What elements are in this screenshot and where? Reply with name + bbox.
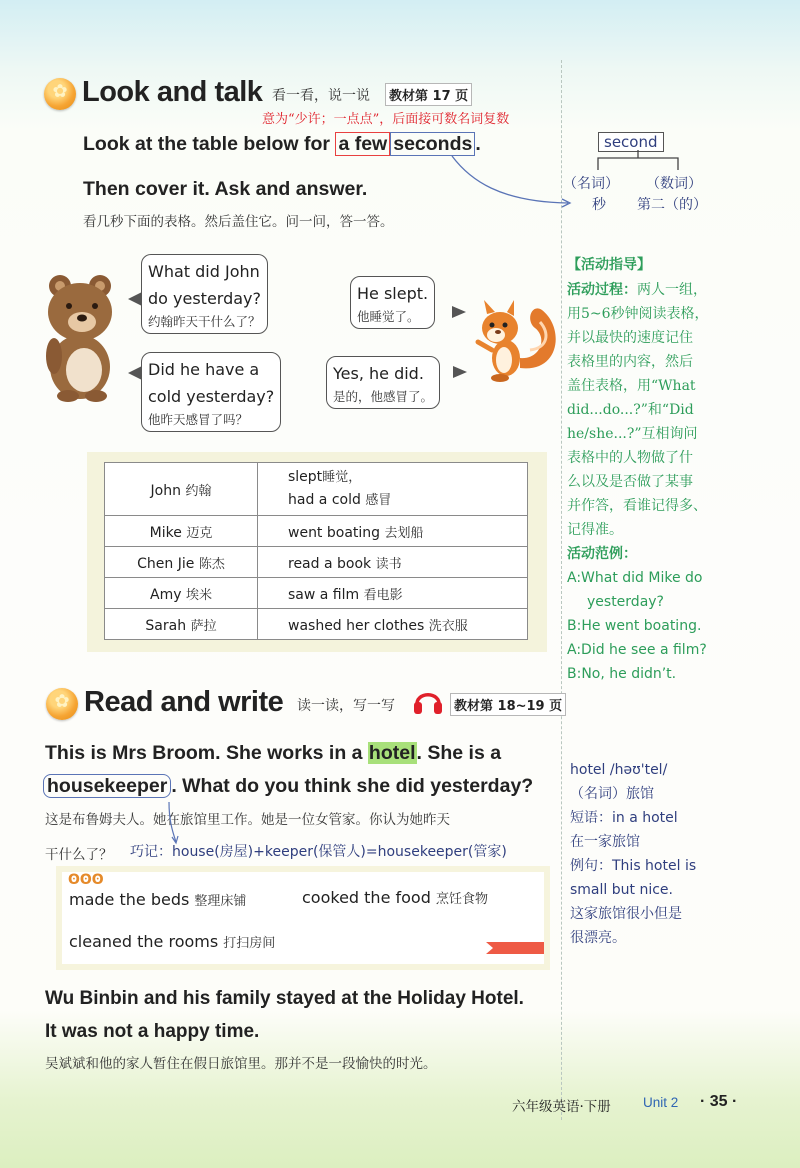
activity-guide-panel [567, 254, 793, 686]
table-cell-activity: saw a film 看电影 [258, 578, 528, 609]
footer-book-title: 六年级英语·下册 [512, 1099, 611, 1115]
table-row [105, 578, 528, 609]
speech-bubble-answer-2 [326, 356, 440, 409]
bubble-text-line: do yesterday? [148, 289, 262, 308]
bubble-text-line: Did he have a [148, 360, 260, 379]
bubble-text-cn: 他睡觉了。 [357, 309, 420, 324]
process-line: 表格中的人物做了什 [567, 450, 693, 466]
example-line: A:What did Mike do [567, 570, 703, 586]
process-line: 用5~6秒钟阅读表格， [567, 306, 709, 322]
example-line: B:He went boating. [567, 618, 702, 634]
example-line: yesterday? [587, 594, 664, 610]
bubble-text-line: Yes, he did. [333, 364, 424, 383]
bear-character-illustration [40, 272, 120, 402]
card-item-cleaned-rooms: cleaned the rooms 打扫房间 [69, 932, 276, 951]
process-line: 两人一组， [637, 282, 707, 298]
memory-tip: 巧记：house(房屋)+keeper(保管人)=housekeeper(管家) [130, 844, 507, 860]
example-line: B:No, he didn’t. [567, 666, 677, 682]
table-cell-name: John 约翰 [105, 463, 258, 516]
footer-page-number: · 35 · [700, 1093, 738, 1110]
word-box-second: second [598, 132, 664, 152]
activity-table [104, 462, 528, 640]
vocab-example: 例句：This hotel is [570, 858, 697, 874]
table-row [105, 609, 528, 640]
textbook-page-badge: 教材第 17 页 [385, 83, 472, 106]
card-rings-icon: ʘʘʘ [68, 872, 104, 888]
word-housekeeper-box: housekeeper [43, 774, 171, 798]
speech-bubble-answer-1 [350, 276, 435, 329]
process-line: 记得准。 [567, 522, 623, 538]
section-title-read-and-write: Read and write [84, 686, 284, 718]
activity-process-label: 活动过程： [567, 282, 637, 298]
word-pos-noun: （名词） [563, 176, 619, 192]
bubble-text-line: He slept. [357, 284, 429, 303]
paragraph-2-cn: 吴斌斌和他的家人暂住在假日旅馆里。那并不是一段愉快的时光。 [45, 1056, 437, 1072]
vocab-example-cn-2: 很漂亮。 [570, 930, 626, 946]
section-title-look-and-talk: Look and talk [82, 76, 263, 108]
paragraph-2-line-2: It was not a happy time. [45, 1021, 260, 1042]
bubble-tail [452, 306, 466, 318]
bubble-tail [128, 366, 142, 380]
word-meaning-second-time: 秒 [592, 197, 606, 213]
activity-guide-title: 【活动指导】 [567, 257, 651, 273]
process-line: he/she...?”互相询问 [567, 426, 698, 442]
annotation-note-a-few: 意为“少许；一点点”，后面接可数名词复数 [262, 112, 510, 127]
table-cell-name: Sarah 萨拉 [105, 609, 258, 640]
process-line: 并以最快的速度记住 [567, 330, 693, 346]
paragraph-1-cn-line-1: 这是布鲁姆夫人。她在旅馆里工作。她是一位女管家。你认为她昨天 [45, 812, 450, 828]
process-line: 表格里的内容，然后 [567, 354, 693, 370]
table-cell-activity: slept睡觉， had a cold 感冒 [258, 463, 528, 516]
footer-unit-label: Unit 2 [643, 1095, 679, 1110]
process-line: did...do...?”和“Did [567, 402, 694, 418]
paragraph-1-line-2: housekeeper . What do you think she did yesterday? [43, 775, 533, 798]
bubble-text-line: cold yesterday? [148, 387, 275, 406]
card-item-made-beds: made the beds 整理床铺 [69, 890, 247, 909]
sidebar-divider [561, 60, 562, 1120]
table-row [105, 547, 528, 578]
headphones-icon [412, 686, 444, 716]
paragraph-1-cn-line-2: 干什么了？ [45, 847, 113, 863]
instruction-line-2: Then cover it. Ask and answer. [83, 178, 368, 200]
speech-bubble-question-1 [141, 254, 268, 334]
vocab-phrase: 短语：in a hotel [570, 810, 678, 826]
process-line: 盖住表格，用“What [567, 378, 696, 394]
word-seconds: seconds [390, 132, 475, 156]
table-cell-name: Amy 埃米 [105, 578, 258, 609]
activity-example-label: 活动范例： [567, 546, 637, 562]
bubble-text-line: What did John [148, 262, 260, 281]
vocab-pos: （名词）旅馆 [570, 786, 654, 802]
bubble-text-cn: 约翰昨天干什么了？ [148, 314, 261, 329]
squirrel-character-illustration [470, 298, 560, 383]
paragraph-1-line-1: This is Mrs Broom. She works in a hotel. She is a [45, 742, 502, 764]
word-meaning-second-ordinal: 第二（的） [637, 197, 707, 213]
table-row [105, 463, 528, 516]
table-row [105, 516, 528, 547]
table-cell-activity: went boating 去划船 [258, 516, 528, 547]
vocab-word-hotel: hotel /həʊ'tel/ [570, 762, 668, 778]
instruction-line-1: Look at the table below for a few seconds . [83, 133, 481, 155]
speech-bubble-question-2 [141, 352, 281, 432]
section-subtitle: 看一看，说一说 [272, 88, 370, 104]
section-star-icon [46, 688, 78, 720]
vocab-example-line-2: small but nice. [570, 882, 673, 898]
bubble-text-cn: 他昨天感冒了吗？ [148, 412, 249, 427]
hotel-vocab-panel [570, 758, 696, 950]
phrase-a-few: a few [335, 132, 390, 156]
paragraph-2-line-1: Wu Binbin and his family stayed at the Holiday Hotel. [45, 988, 524, 1009]
example-line: A:Did he see a film? [567, 642, 707, 658]
bubble-tail [453, 366, 467, 378]
instruction-cn: 看几秒下面的表格。然后盖住它。问一问，答一答。 [83, 214, 394, 230]
section-star-icon [44, 78, 76, 110]
bubble-text-cn: 是的，他感冒了。 [333, 389, 434, 404]
vocab-example-cn-1: 这家旅馆很小但是 [570, 906, 682, 922]
word-hotel-highlight: hotel [368, 742, 416, 764]
table-cell-activity: washed her clothes 洗衣服 [258, 609, 528, 640]
table-cell-activity: read a book 读书 [258, 547, 528, 578]
table-cell-name: Mike 迈克 [105, 516, 258, 547]
vocab-phrase-cn: 在一家旅馆 [570, 834, 640, 850]
bubble-tail [128, 292, 142, 306]
card-item-cooked-food: cooked the food 烹饪食物 [302, 888, 488, 907]
table-cell-name: Chen Jie 陈杰 [105, 547, 258, 578]
activity-process [567, 278, 793, 542]
process-line: 并作答，看谁记得多、 [567, 498, 707, 514]
section-subtitle: 读一读，写一写 [297, 698, 395, 714]
card-ribbon-decoration [486, 940, 544, 956]
word-pos-numeral: （数词） [646, 176, 702, 192]
textbook-page-badge: 教材第 18~19 页 [450, 693, 566, 716]
process-line: 么以及是否做了某事 [567, 474, 693, 490]
